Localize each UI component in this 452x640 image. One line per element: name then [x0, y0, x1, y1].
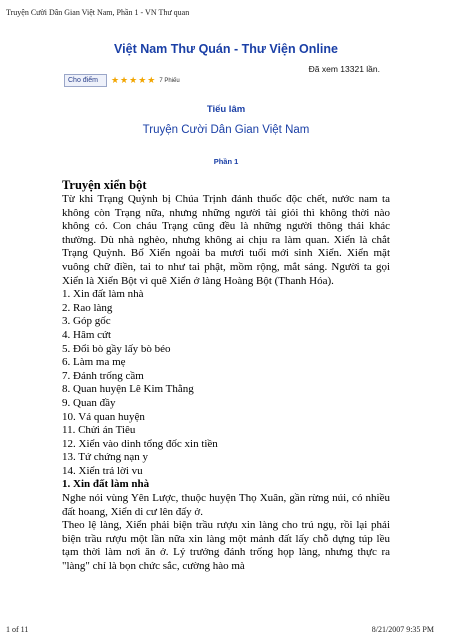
intro-paragraph: Từ khi Trạng Quỳnh bị Chúa Trịnh đánh thuốc độc chết, nước nam ta không còn Trạng nữa, nhưng những người tài giỏi thì không thời nào không có. Con cháu Trạng cũng đều là những người thông thái khác thường. Dù nhà nghèo, nhưng không ai chịu ra làm quan. Xiển là chắt Trạng Quỳnh. Bố Xiển ngoài ba mươi tuổi mới sinh Xiển. Xiển mặt vuông chữ điền, tai to như tai phật, mồm rộng, mắt sáng. Người ta gọi Xiển là Xiển Bột vì quê Xiển ở làng Hoàng Bột (Thanh Hóa).: [62, 193, 390, 287]
section-paragraph: Nghe nói vùng Yên Lược, thuộc huyện Thọ Xuân, gần rừng núi, có nhiều đất hoang, Xiển di cư lên đấy ở.: [62, 492, 390, 518]
list-item[interactable]: 4. Hâm cứt: [62, 328, 112, 341]
list-item[interactable]: 9. Quan đầy: [62, 396, 116, 409]
star-icon[interactable]: ★: [138, 75, 147, 85]
table-of-contents: [62, 288, 390, 478]
story-title: Truyện Cười Dân Gian Việt Nam: [142, 124, 310, 136]
page-number: 1 of 11: [6, 625, 29, 634]
list-item[interactable]: 7. Đánh trống cầm: [62, 369, 144, 382]
part-label: Phần 1: [213, 157, 239, 166]
list-item[interactable]: 3. Góp gốc: [62, 315, 111, 328]
list-item[interactable]: 12. Xiển vào dinh tổng đốc xin tiền: [62, 437, 218, 450]
category-label: Tiếu lâm: [206, 104, 246, 115]
rate-button[interactable]: Cho điểm: [64, 74, 107, 87]
vote-count: 7 Phiếu: [159, 77, 180, 84]
view-count: Đã xem 13321 lần.: [308, 64, 380, 74]
site-title[interactable]: Việt Nam Thư Quán - Thư Viện Online: [114, 42, 338, 56]
list-item[interactable]: 10. Vá quan huyện: [62, 410, 145, 423]
list-item[interactable]: 2. Rao làng: [62, 301, 113, 314]
story-heading: Truyện xiển bột: [62, 178, 147, 192]
star-icon[interactable]: ★: [147, 75, 156, 85]
list-item[interactable]: 6. Làm ma mẹ: [62, 356, 126, 369]
list-item[interactable]: 1. Xin đất làm nhà: [62, 288, 144, 301]
article-body: [62, 178, 390, 574]
list-item[interactable]: 8. Quan huyện Lê Kim Thằng: [62, 383, 194, 396]
star-icon[interactable]: ★: [120, 75, 129, 85]
star-icon[interactable]: ★: [110, 75, 120, 85]
rating-stars[interactable]: [111, 76, 155, 85]
page-header: Truyện Cười Dân Gian Việt Nam, Phần 1 - VN Thư quan: [6, 8, 190, 17]
print-timestamp: 8/21/2007 9:35 PM: [371, 625, 434, 634]
list-item[interactable]: 13. Tứ chứng nạn y: [62, 451, 148, 464]
list-item[interactable]: 5. Đổi bò gầy lấy bò béo: [62, 342, 171, 355]
star-icon[interactable]: ★: [129, 75, 138, 85]
section-heading: 1. Xin đất làm nhà: [62, 478, 150, 491]
rating-bar: [64, 74, 180, 87]
section-paragraph: Theo lệ làng, Xiển phải biện trầu rượu xin làng cho trú ngụ, rồi lại phải biện trầu rượu một lần nữa xin làng một mảnh đất lấy chỗ dựng túp lều tạm thời làm nơi ăn ở. Lý trưởng đánh trống họp làng, nhưng thực ra "làng" chỉ là bọn chức sắc, cường hào mà: [62, 519, 390, 573]
list-item[interactable]: 14. Xiển trả lời vu: [62, 464, 143, 477]
list-item[interactable]: 11. Chửi án Tiêu: [62, 424, 136, 437]
